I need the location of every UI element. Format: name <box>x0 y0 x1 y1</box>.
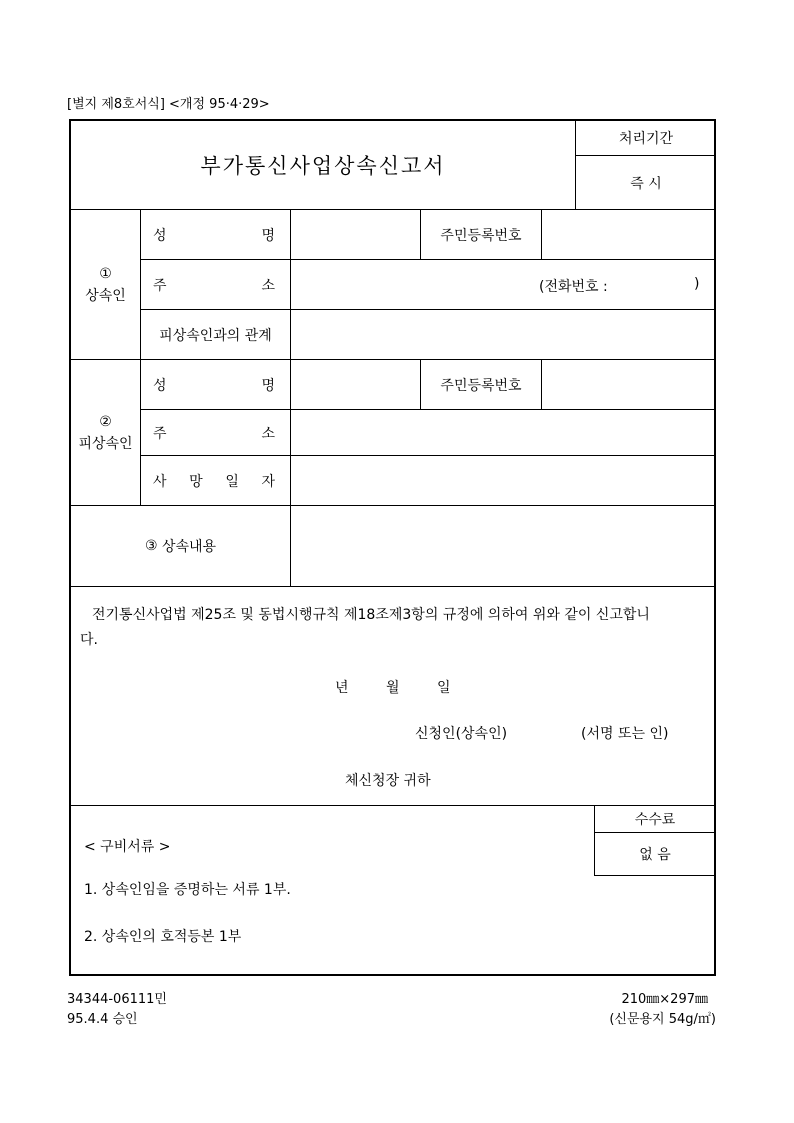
approval-date: 95.4.4 승인 <box>67 1012 138 1027</box>
addressee: 체신청장 귀하 <box>345 773 431 789</box>
date-month-label: 월 <box>386 680 400 696</box>
declaration-text-line1: 전기통신사업법 제25조 및 동법시행규칙 제18조제3항의 규정에 의하여 위와 같이 신고합니 <box>92 607 650 623</box>
processing-period-label: 처리기간 <box>618 131 674 147</box>
paper-type: (신문용지 54g/㎡) <box>609 1012 716 1027</box>
decedent-name-field[interactable] <box>292 362 418 407</box>
decedent-death-date-field[interactable] <box>292 458 714 503</box>
decedent-number: ② <box>99 413 112 430</box>
required-document-item: 2. 상속인의 호적등본 1부 <box>84 929 242 945</box>
processing-period-value: 즉 시 <box>630 175 662 192</box>
heir-phone-close: ) <box>694 276 700 292</box>
decedent-name-label: 성 명 <box>153 377 275 394</box>
divider <box>290 209 291 586</box>
heir-rrn-label: 주민등록번호 <box>440 227 522 244</box>
heir-relation-label: 피상속인과의 관계 <box>159 327 272 344</box>
date-day-label: 일 <box>437 680 451 696</box>
form-title: 부가통신사업상속신고서 <box>200 154 446 178</box>
form-code: 34344-06111민 <box>67 992 167 1007</box>
heir-number: ① <box>99 265 112 282</box>
declaration-text-line2: 다. <box>80 632 98 648</box>
decedent-address-field[interactable] <box>292 412 714 453</box>
inheritance-content-label: ③ 상속내용 <box>144 538 217 555</box>
fee-label: 수수료 <box>634 812 676 828</box>
decedent-rrn-label: 주민등록번호 <box>440 377 522 394</box>
signature-label: (서명 또는 인) <box>581 726 669 742</box>
heir-name-label: 성 명 <box>153 227 275 244</box>
heir-phone-label: (전화번호 : <box>539 279 608 295</box>
heir-name-field[interactable] <box>292 212 418 257</box>
date-year-label: 년 <box>335 680 349 696</box>
heir-address-field[interactable] <box>292 262 528 307</box>
heir-rrn-field[interactable] <box>543 212 714 257</box>
heir-label: 상속인 <box>85 287 126 304</box>
decedent-death-date-label: 사 망 일 자 <box>153 473 275 490</box>
decedent-address-label: 주 소 <box>153 425 275 442</box>
heir-address-label: 주 소 <box>153 277 275 294</box>
fee-value: 없 음 <box>639 847 671 863</box>
heir-relation-field[interactable] <box>292 312 714 357</box>
form-number-header: [별지 제8호서식] <개정 95·4·29> <box>67 97 270 112</box>
divider <box>541 359 542 409</box>
applicant-label: 신청인(상속인) <box>415 726 508 742</box>
inheritance-content-field[interactable] <box>292 508 714 584</box>
heir-section-label <box>71 210 140 359</box>
required-document-item: 1. 상속인임을 증명하는 서류 1부. <box>84 882 291 898</box>
paper-size: 210㎜×297㎜ <box>621 992 708 1007</box>
decedent-rrn-field[interactable] <box>543 362 714 407</box>
divider <box>70 586 716 587</box>
decedent-section-label <box>71 360 140 505</box>
required-documents-header: < 구비서류 > <box>84 839 171 855</box>
decedent-label: 피상속인 <box>78 435 133 452</box>
divider <box>541 209 542 259</box>
